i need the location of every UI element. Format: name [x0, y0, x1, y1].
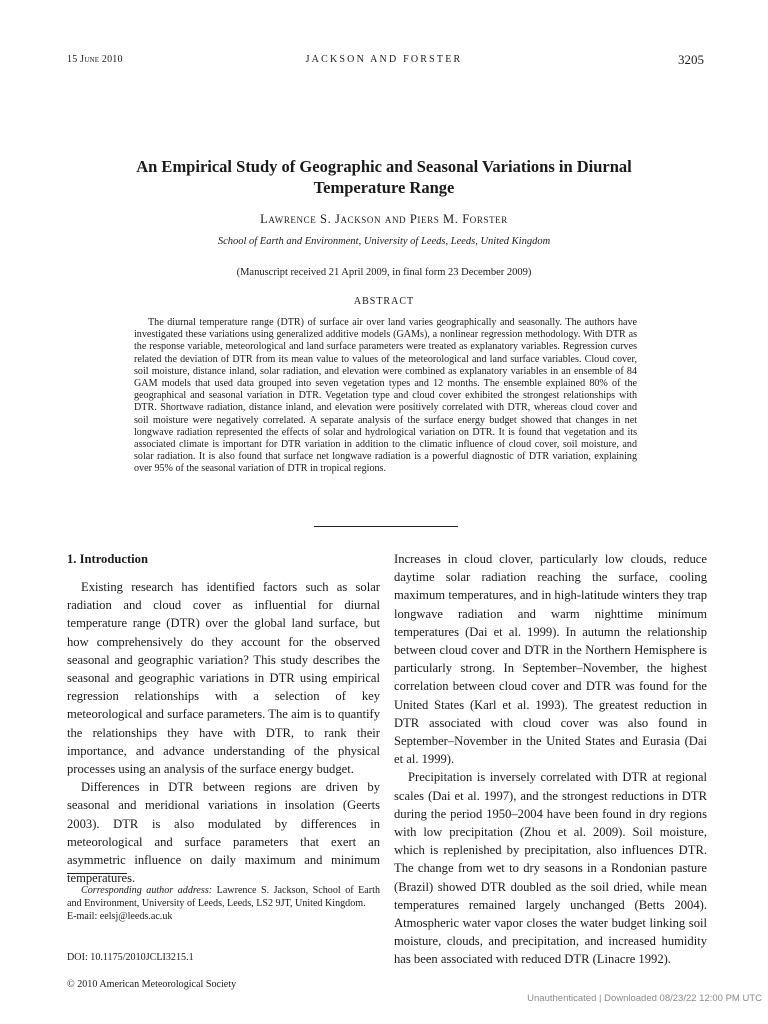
left-column	[67, 550, 380, 887]
right-paragraph-1: Increases in cloud clover, particularly low clouds, reduce daytime solar radiation reaching the surface, cooling maximum temperatures, and in high-latitude winters they trap longwave radiation and warm nighttime minimum temperatures (Dai et al. 1999). In autumn the relationship between cloud cover and DTR in the Northern Hemisphere is particularly strong. In September–November, the highest correlation between cloud cover and DTR was found for the United States (Karl et al. 1993). The greatest reduction in DTR associated with cloud cover was also found in September–November in the United States and Eurasia (Dai et al. 1999).	[394, 552, 707, 767]
manuscript-note: (Manuscript received 21 April 2009, in final form 23 December 2009)	[236, 267, 532, 278]
section-divider	[314, 526, 458, 527]
header-date: 15 June 2010	[67, 54, 123, 65]
abstract-heading: ABSTRACT	[353, 296, 415, 307]
header-page-number: 3205	[678, 52, 704, 67]
section-heading-introduction: 1. Introduction	[67, 552, 148, 566]
header-running-authors: JACKSON AND FORSTER	[305, 54, 463, 65]
doi: DOI: 10.1175/2010JCLI3215.1	[67, 952, 194, 963]
download-notice: Unauthenticated | Downloaded 08/23/22 12:00 PM UTC	[527, 993, 762, 1004]
paper-title: An Empirical Study of Geographic and Seasonal Variations in Diurnal Temperature Range	[136, 157, 632, 197]
footnote-email: E-mail: eelsj@leeds.ac.uk	[67, 911, 173, 923]
abstract-text: The diurnal temperature range (DTR) of surface air over land varies geographically and seasonally. The authors have investigated these variations using generalized additive models (GAMs), a nonlinear regression methodology. With DTR as the response variable, meteorological and land surface parameters were treated as explanatory variables. Regression curves related the deviation of DTR from its mean value to values of the meteorological and land surface variables. Cloud cover, soil moisture, distance inland, solar radiation, and elevation were combined as explanatory variables in an ensemble of 84 GAM models that used data grouped into seven vegetation types and 12 months. The ensemble explained 80% of the geographical and seasonal variation in DTR. Vegetation type and cloud cover exhibited the strongest relationships with DTR. Shortwave radiation, distance inland, and elevation were positively correlated with DTR, whereas cloud cover and soil moisture were negatively correlated. A separate analysis of the surface energy budget showed that changes in net longwave radiation represented the effects of solar and hydrological variation on DTR. It is found that vegetation and its associated climate is important for DTR variation in addition to the climatic influence of cloud cover, soil moisture, and solar radiation. It is also found that surface net longwave radiation is a powerful diagnostic of DTR variation, explaining over 95% of the seasonal variation of DTR in tropical regions.	[134, 317, 637, 475]
intro-paragraph-2: Differences in DTR between regions are driven by seasonal and meridional variations in insolation (Geerts 2003). DTR is also modulated by differences in meteorological and surface parameters that exert an asymmetric influence on daily maximum and minimum temperatures.	[67, 780, 380, 886]
right-column	[394, 550, 707, 969]
paper-authors: Lawrence S. Jackson and Piers M. Forster	[260, 212, 508, 226]
footnote	[67, 884, 380, 924]
footnote-address	[67, 884, 380, 910]
intro-paragraph-1: Existing research has identified factors such as solar radiation and cloud cover as influential for diurnal temperature range (DTR) over the global land surface, but how comprehensively do they account for the observed seasonal and geographic variation? This study describes the seasonal and geographic variations in DTR using empirical regression relationships with a selection of key meteorological and surface parameters. The aim is to quantify the relationships they have with DTR, to rank their importance, and advance understanding of the physical processes using an analysis of the surface energy budget.	[67, 580, 380, 777]
copyright: © 2010 American Meteorological Society	[67, 979, 237, 990]
footnote-label: Corresponding author address:	[81, 885, 213, 896]
right-paragraph-2: Precipitation is inversely correlated with DTR at regional scales (Dai et al. 1997), and the strongest reductions in DTR during the period 1950–2004 have been found in dry regions with low precipitation (Zhou et al. 2009). Soil moisture, which is replenished by precipitation, also influences DTR. The change from wet to dry seasons in a Rondonian pasture (Brazil) showed DTR doubled as the soil dried, while mean temperatures remained largely unchanged (Betts 2004). Atmospheric water vapor closes the water budget linking soil moisture, clouds, and precipitation, and increased humidity has been associated with reduced DTR (Linacre 1992).	[394, 770, 707, 967]
abstract-body	[134, 317, 637, 476]
footnote-address-text: Lawrence S. Jackson, School of Earth and Environment, University of Leeds, Leeds, LS2 9JT, United Kingdom.	[67, 885, 380, 910]
footnote-divider	[67, 873, 127, 874]
paper-affiliation: School of Earth and Environment, University of Leeds, Leeds, United Kingdom	[217, 236, 551, 247]
